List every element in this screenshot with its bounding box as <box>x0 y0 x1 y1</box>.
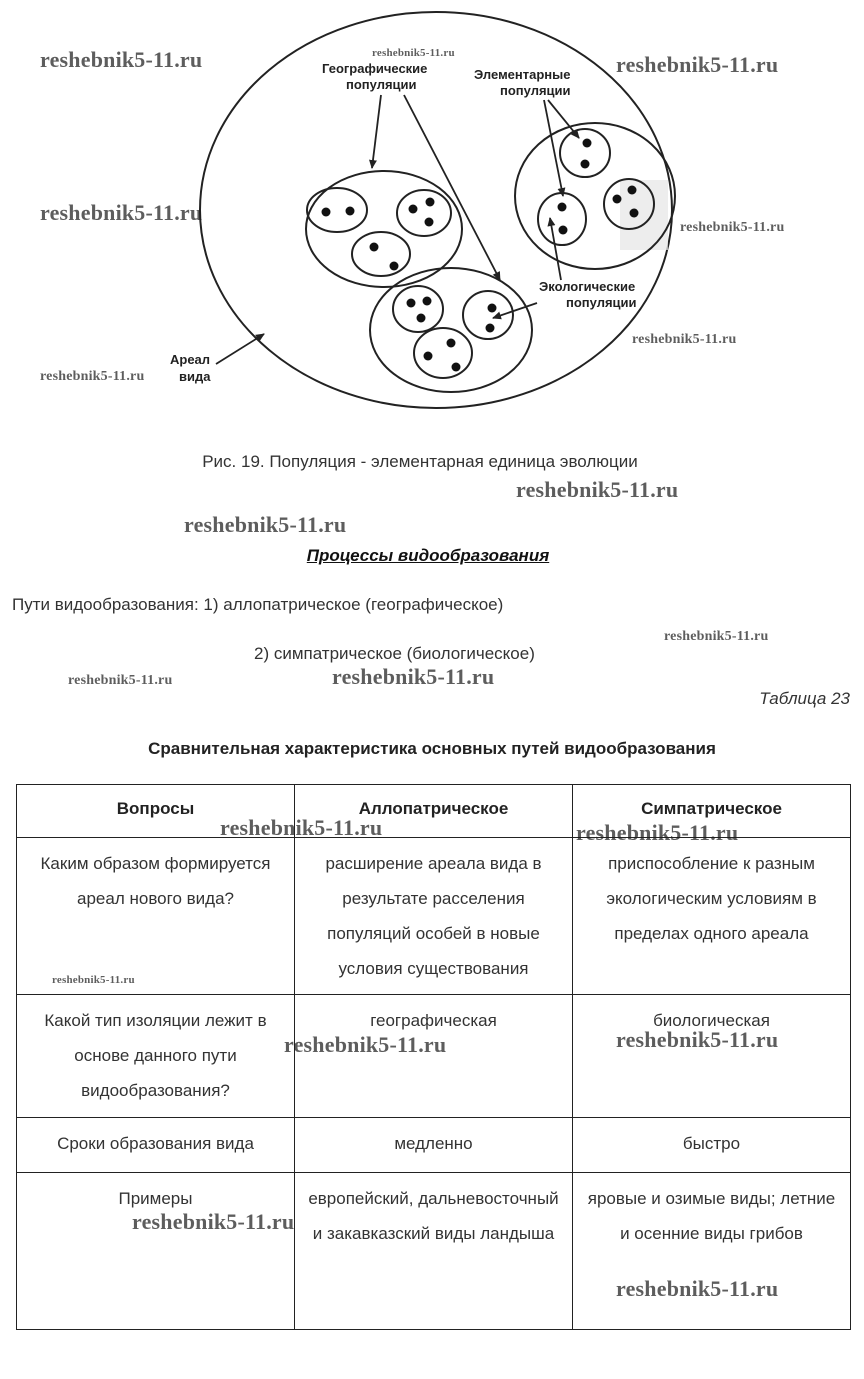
watermark: reshebnik5-11.ru <box>40 47 203 72</box>
label-ecological: Экологические популяции <box>539 279 637 310</box>
watermark: reshebnik5-11.ru <box>284 1032 447 1057</box>
watermark: reshebnik5-11.ru <box>68 673 173 688</box>
table-cell: Примеры <box>17 1173 295 1330</box>
table-cell: биологическая <box>573 995 851 1118</box>
watermark: reshebnik5-11.ru <box>220 815 383 840</box>
table-cell: приспособление к разным экологическим условиям в пределах одного ареала <box>573 838 851 995</box>
elementary-population <box>393 286 443 332</box>
table-cell: медленно <box>295 1118 573 1173</box>
watermark: reshebnik5-11.ru <box>680 220 785 235</box>
table-cell: яровые и озимые виды; летние и осенние виды грибов <box>573 1173 851 1330</box>
watermark: reshebnik5-11.ru <box>616 1027 779 1052</box>
table-title: Сравнительная характеристика основных путей видообразования <box>148 739 716 758</box>
label-geographic: Географические популяции <box>322 61 428 92</box>
watermark: reshebnik5-11.ru <box>516 477 679 502</box>
speciation-ways-line-2: 2) симпатрическое (биологическое) <box>254 644 535 663</box>
watermark: reshebnik5-11.ru <box>664 629 769 644</box>
elementary-population <box>560 129 610 177</box>
watermark: reshebnik5-11.ru <box>132 1209 295 1234</box>
watermark: reshebnik5-11.ru <box>40 200 203 225</box>
table-cell: Какой тип изоляции лежит в основе данного пути видообразования? <box>17 995 295 1118</box>
elementary-population <box>307 188 367 232</box>
elementary-population <box>538 193 586 245</box>
watermark: reshebnik5-11.ru <box>372 47 455 59</box>
header-questions: Вопросы <box>17 785 295 838</box>
elementary-population <box>397 190 451 236</box>
label-elementary: Элементарные популяции <box>474 67 571 98</box>
table-cell: Каким образом формируется ареал нового вида? <box>17 838 295 995</box>
figure-caption: Рис. 19. Популяция - элементарная единица эволюции <box>202 452 638 471</box>
watermark: reshebnik5-11.ru <box>40 369 145 384</box>
section-title: Процессы видообразования <box>306 546 550 565</box>
table-row <box>17 838 851 995</box>
table-row <box>17 1173 851 1330</box>
table-cell: географическая <box>295 995 573 1118</box>
elementary-population <box>352 232 410 276</box>
speciation-ways-line-1: Пути видообразования: 1) аллопатрическое (географическое) <box>12 595 504 614</box>
table-cell: Сроки образования вида <box>17 1118 295 1173</box>
species-range-outline <box>200 12 672 408</box>
table-cell: европейский, дальневосточный и закавказский виды ландыша <box>295 1173 573 1330</box>
table-cell: расширение ареала вида в результате расселения популяций особей в новые условия существования <box>295 838 573 995</box>
table-row <box>17 1118 851 1173</box>
header-allopatric: Аллопатрическое <box>295 785 573 838</box>
watermark: reshebnik5-11.ru <box>632 332 737 347</box>
watermark: reshebnik5-11.ru <box>184 512 347 537</box>
watermark: reshebnik5-11.ru <box>332 664 495 689</box>
table-number: Таблица 23 <box>759 689 850 708</box>
watermark: reshebnik5-11.ru <box>52 974 135 986</box>
watermark: reshebnik5-11.ru <box>616 1276 779 1301</box>
watermark: reshebnik5-11.ru <box>576 820 739 845</box>
header-sympatric: Симпатрическое <box>573 785 851 838</box>
table-cell: быстро <box>573 1118 851 1173</box>
watermark: reshebnik5-11.ru <box>616 52 779 77</box>
label-species-range: Ареал вида <box>170 352 211 384</box>
elementary-population <box>414 328 472 378</box>
